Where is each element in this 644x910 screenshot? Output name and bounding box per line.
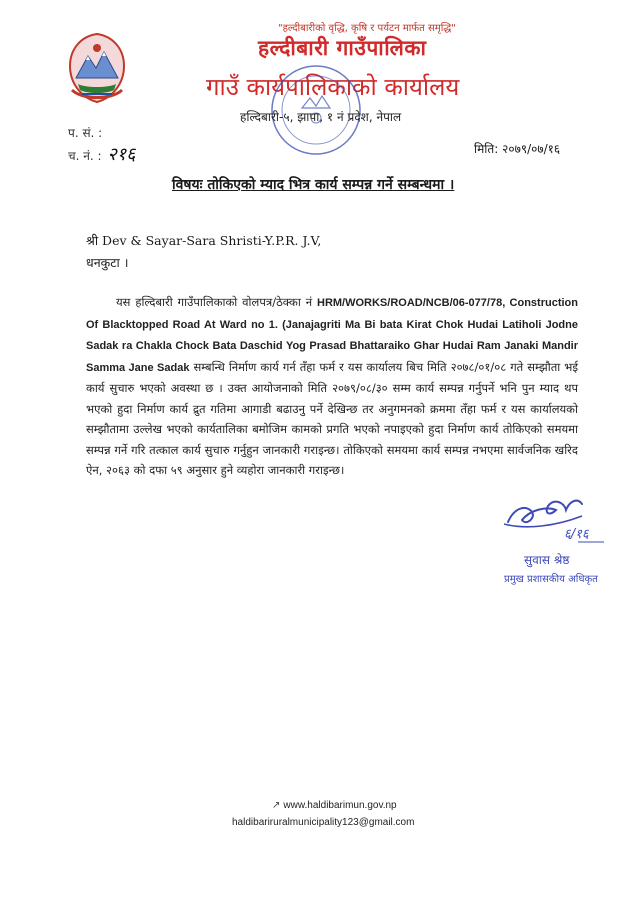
- body-intro: यस हल्दिबारी गाउँपालिकाको वोलपत्र/ठेक्का नं: [116, 295, 317, 309]
- office-name: हल्दीबारी गाउँपालिका: [258, 36, 427, 60]
- office-subtitle: गाउँ कार्यपालिकाको कार्यालय: [206, 73, 460, 101]
- ps-line: [68, 124, 102, 141]
- office-address: हल्दिबारी-५, झापा, १ नं प्रदेश, नेपाल: [240, 110, 402, 124]
- signatory-name: सुवास श्रेष्ठ: [524, 553, 570, 567]
- body-main: सम्बन्धि निर्माण कार्य गर्न तँहा फर्म र यस कार्यालय बिच मिति २०७८/०१/०८ गते सम्झौता भई कार्य सुचारु भएको अवस्था छ । उक्त आयोजनाको मिति २०७९/०८/३० सम्म कार्य सम्पन्न गर्नुपर्ने भनि पुन म्याद थप भएको हुदा निर्माण कार्य द्रुत गतिमा आगाडी बढाउनु पर्ने देखिन्छ तर अनुगमनको क्रममा तँहा फर्म र यस कार्यालयको सम्झौतामा उल्लेख भएको कार्यतालिका बमोजिम कामको प्रगति भएको नपाइएको हुदा निर्माण कार्य तोकिएको समयमा सम्पन्न गर्ने गरि तत्काल कार्य सुचारु गर्नुहुन जानकारी गराइन्छ। तोकिएको समयमा कार्य सम्पन्न नभएमा सार्वजनिक खरिद ऐन, २०६३ को दफा ५९ अनुसार हुने व्यहोरा जानकारी गराइन्छ।: [86, 359, 579, 477]
- subject-line: विषयः तोकिएको म्याद भित्र कार्य सम्पन्न गर्ने सम्बन्धमा ।: [172, 177, 455, 193]
- footer-website[interactable]: [272, 800, 397, 811]
- cn-line: [68, 142, 136, 166]
- letter-body: [86, 292, 578, 481]
- date-label: मिति:: [474, 142, 499, 156]
- nepal-emblem-icon: [62, 30, 132, 106]
- cn-label: च. नं. :: [68, 149, 102, 163]
- date-line: [474, 140, 560, 157]
- ps-label: प. सं. :: [68, 126, 103, 140]
- signatory-title: प्रमुख प्रशासकीय अधिकृत: [504, 574, 598, 585]
- arrow-icon: ↗: [272, 800, 281, 811]
- signature-block: [486, 480, 636, 600]
- recipient-name: श्री Dev & Sayar-Sara Shristi-Y.P.R. J.V,: [86, 233, 322, 248]
- footer-email[interactable]: haldibariruralmunicipality123@gmail.com: [232, 817, 415, 828]
- cn-value: २१६: [107, 144, 136, 165]
- date-value: २०७९/०७/१६: [502, 142, 561, 156]
- recipient-location: धनकुटा ।: [86, 255, 129, 270]
- signature-date: ६/१६: [564, 527, 589, 542]
- contract-reference: HRM/WORKS/ROAD/NCB/06-077/78, Construction Of Blacktopped Road At Ward no 1. (Janajagriti Ma Bi bata Kirat Chok Hudai Latiholi Jodne Sadak ra Chakla Chock Bata Daschid Yog Prasad Bhattaraiko Ghar Hudai Ram Janaki Mandir Samma Jane Sadak: [86, 297, 578, 374]
- website-text: www.haldibarimun.gov.np: [283, 800, 397, 811]
- slogan: "हल्दीबारीको वृद्धि, कृषि र पर्यटन मार्फत समृद्धि": [278, 23, 456, 34]
- recipient-block: [86, 230, 321, 274]
